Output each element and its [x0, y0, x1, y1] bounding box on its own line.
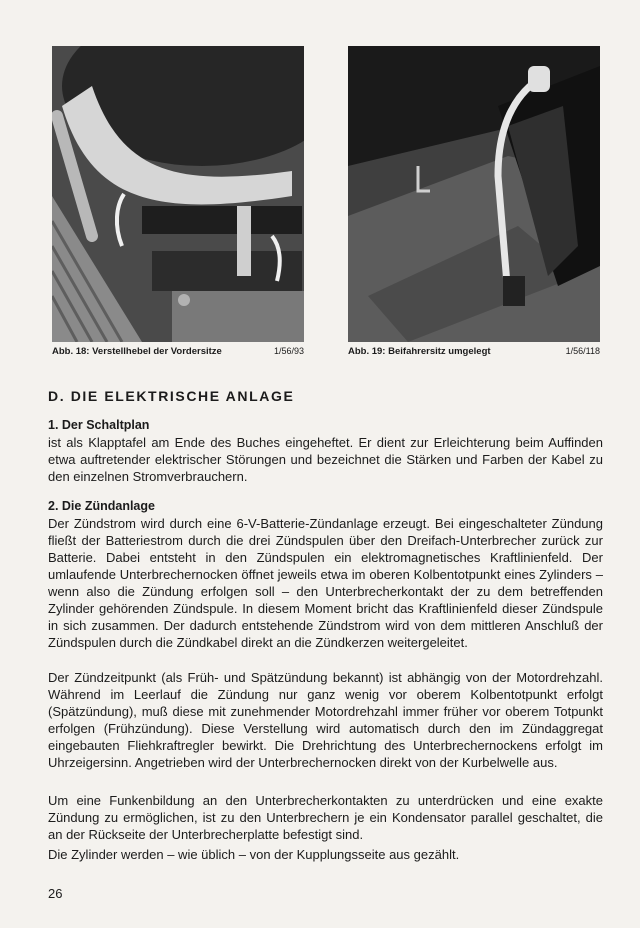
- paragraph-zuendzeitpunkt: Der Zündzeitpunkt (als Früh- und Spätzündung bekannt) ist abhängig von der Motordrehzahl. Während im Leerlauf die Zündung nur ganz wenig vor oberem Kolbentotpunkt erfolgt (Spätzündung), muß diese mit zunehmender Motordrehzahl immer früher vor oberem Totpunkt erfolgen (Frühzündung). Diese Verstellung wird automatisch durch den im Zündaggregat eingebauten Fliehkraftregler bewirkt. Die Drehrichtung des Unterbrechernockens erfolgt im Uhrzeigersinn. Angetrieben wird der Unterbrechernocken direkt von der Kurbelwelle aus.: [48, 670, 603, 770]
- seat-lever-image: [52, 46, 304, 342]
- figure-18-code: 1/56/93: [273, 346, 304, 356]
- figure-19-title: Beifahrersitz umgelegt: [388, 346, 491, 357]
- section-title: D. DIE ELEKTRISCHE ANLAGE: [48, 388, 295, 404]
- figure-18-caption: [52, 346, 304, 357]
- paragraph-zylinder: Die Zylinder werden – wie üblich – von der Kupplungsseite aus gezählt.: [48, 847, 460, 862]
- figure-18-title: Verstellhebel der Vordersitze: [92, 346, 222, 357]
- figure-19-code: 1/56/118: [565, 346, 600, 356]
- paragraph-schaltplan: ist als Klapptafel am Ende des Buches eingeheftet. Er dient zur Erleichterung beim Auffinden etwa auftretender elektrischer Störungen und bezeichnet die Stärken und Farben der Kabel zu den einzelnen Stromverbrauchern.: [48, 435, 603, 484]
- paragraph-funkenbildung: Um eine Funkenbildung an den Unterbrecherkontakten zu unterdrücken und eine exakte Zündung zu ermöglichen, ist zu den Unterbrechern je ein Kondensator parallel geschaltet, die an der Rückseite der Unterbrecherplatte befestigt sind.: [48, 793, 603, 842]
- figure-19-label: Abb. 19:: [348, 346, 386, 357]
- figure-19-caption: [348, 346, 600, 357]
- page-number: 26: [48, 886, 63, 901]
- figure-18-photo: [52, 46, 304, 342]
- figure-19-title-line: [348, 346, 491, 357]
- figure-18-title-line: [52, 346, 222, 357]
- subsection-heading-zuendanlage: 2. Die Zündanlage: [48, 499, 155, 513]
- paragraph-zuendstrom: Der Zündstrom wird durch eine 6-V-Batterie-Zündanlage erzeugt. Bei eingeschalteter Zündung fließt der Batteriestrom durch die drei Zündspulen über den Dreifach-Unterbrecher zurück zur Batterie. Dabei entsteht in den Zündspulen ein elektromagnetisches Kraftlinienfeld. Der umlaufende Unterbrechernocken öffnet jeweils etwa im oberen Kolbentotpunkt eines Zylinders – wenn also die Zündung erfolgen soll – den Unterbrecherkontakt der zu dem betreffenden Zylinder gehörenden Zündspule. In diesem Moment bricht das Kraftlinienfeld dieser Zündspule in sich zusammen. Der dadurch entstehende Zündstrom wird von dem mittleren Anschluß der Zündspulen durch die Zündkabel direkt an die Zündkerzen weitergeleitet.: [48, 516, 603, 650]
- figure-18-label: Abb. 18:: [52, 346, 90, 357]
- figure-19-photo: [348, 46, 600, 342]
- subsection-heading-schaltplan: 1. Der Schaltplan: [48, 418, 150, 432]
- passenger-seat-image: [348, 46, 600, 342]
